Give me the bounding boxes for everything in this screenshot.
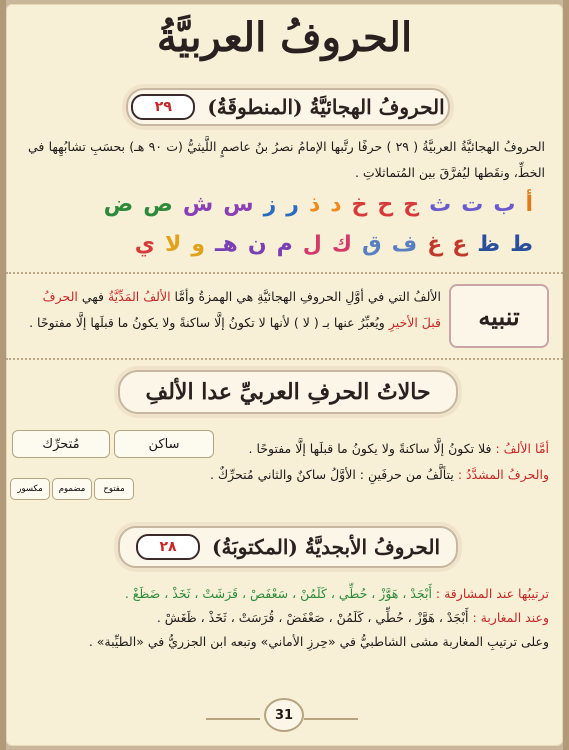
- letter: ق: [361, 232, 382, 257]
- magharba-label: وعند المغاربة :: [472, 610, 549, 625]
- letter: ر: [286, 192, 299, 217]
- book-page: [6, 4, 563, 746]
- box-madmum: مضموم: [52, 478, 92, 500]
- letter: م: [276, 232, 293, 257]
- letter: ح: [377, 192, 394, 217]
- alif-text: فلا تكونُ إلَّا ساكنةً ولا يكونُ ما قبلَها إلَّا مفتوحًا .: [248, 441, 492, 456]
- box-sakin: ساكن: [114, 430, 214, 458]
- page-frame-right: [563, 0, 569, 750]
- letter: ز: [263, 192, 277, 217]
- letter: ص: [143, 192, 173, 217]
- letter-count-badge: ٢٨: [136, 534, 200, 560]
- mashariqa-text: أَبْجَدْ ، هَوَّزْ ، حُطِّي ، كَلَمُنْ ، سَعْفَصْ ، قَرَشَتْ ، ثَخَذْ ، ضَظَغْ .: [124, 586, 432, 601]
- letter: هـ: [215, 232, 238, 257]
- letter: ل: [302, 232, 322, 257]
- letter: لا: [164, 232, 182, 257]
- letter: أ: [525, 192, 533, 217]
- letters-row-2: [36, 232, 533, 257]
- abjad-note: وعلى ترتيبِ المغاربة مشى الشاطبيُّ في «حِرزِ الأماني» وتبعه ابن الجزريُّ في «الطيِّبة» .: [88, 634, 549, 649]
- page-number-ornament: [206, 718, 260, 720]
- letter: ي: [134, 232, 155, 257]
- notice-term-last: الحرفُ قبلَ الأخيرِ: [42, 289, 441, 330]
- states-text: [176, 436, 549, 488]
- letters-row-1: [36, 192, 533, 217]
- page-number: 31: [264, 698, 304, 732]
- intro-paragraph: الحروفُ الهجائيَّةُ العربيَّةُ ( ٢٩ ) حرفًا رتَّبها الإمامُ نصرُ بنُ عاصمٍ اللَّيثيُّ (ت ٩٠ هـ) بحسَبِ تشابُهِها في الخطِّ، ونقَطها ليُفرَّقَ بين المُتماثلاتِ .: [28, 139, 545, 180]
- letter: خ: [351, 192, 368, 217]
- letter: ض: [103, 192, 134, 217]
- letter: و: [191, 232, 206, 257]
- page-number-ornament: [304, 718, 358, 720]
- notice-label: تنبيه: [449, 284, 549, 348]
- section-banner-states: حالاتُ الحرفِ العربيِّ عدا الألفِ: [118, 370, 458, 414]
- letter: ب: [493, 192, 516, 217]
- mushaddad-label: والحرفُ المشدَّدُ :: [457, 467, 549, 482]
- letter: ف: [391, 232, 418, 257]
- notice-text-b: فهي: [81, 289, 104, 304]
- section-banner-written-letters: [118, 526, 458, 568]
- mashariqa-label: ترتيبُها عند المشارقة :: [435, 586, 549, 601]
- letter: ش: [182, 192, 214, 217]
- letter: ط: [510, 232, 533, 257]
- letter-count-badge: ٢٩: [131, 94, 195, 120]
- letter: غ: [427, 232, 443, 257]
- letter: ع: [452, 232, 468, 257]
- letter: س: [223, 192, 254, 217]
- page-title: الحروفُ العربيَّةُ: [156, 14, 413, 61]
- letter: ث: [429, 192, 452, 217]
- letter: ج: [403, 192, 420, 217]
- section-heading: الحروفُ الهجائيَّةُ (المنطوقَةُ): [207, 95, 445, 119]
- letter: ت: [461, 192, 484, 217]
- abjad-text: [20, 582, 549, 654]
- mushaddad-text: يتألَّفُ من حرفَينِ : الأوَّلُ ساكنٌ والثاني مُتحرِّكٌ .: [209, 467, 454, 482]
- box-mutaharrik: مُتحرِّك: [12, 430, 110, 458]
- letter: ن: [247, 232, 267, 257]
- letter: ك: [331, 232, 352, 257]
- box-maftuh: مفتوح: [94, 478, 134, 500]
- notice-text: [20, 284, 441, 336]
- letter: ذ: [308, 192, 321, 217]
- alif-label: أمَّا الألفُ :: [495, 441, 549, 456]
- section-heading: الحروفُ الأبجديَّةُ (المكتوبَةُ): [212, 535, 440, 559]
- notice-term-madd: الألفُ المَدِّيَّةُ: [107, 289, 171, 304]
- letter: ظ: [477, 232, 501, 257]
- section-banner-spoken-letters: [126, 88, 450, 126]
- notice-text-c: ويُعبِّرُ عنها بـ ( لا ) لأنها لا تكونُ إلَّا ساكنةً ولا يكونُ ما قبلَها إلَّا مفتوحًا .: [29, 315, 385, 330]
- box-maksur: مكسور: [10, 478, 50, 500]
- magharba-text: أَبْجَدْ ، هَوَّزْ ، حُطِّي ، كَلَمُنْ ، صَعْفَضْ ، قُرَسَتْ ، ثَخَذْ ، ظَغَشْ .: [156, 610, 469, 625]
- letter: د: [330, 192, 342, 217]
- notice-text-a: الألفُ التي في أوَّلِ الحروفِ الهجائيَّةِ هي الهمزةُ وأمَّا: [174, 289, 441, 304]
